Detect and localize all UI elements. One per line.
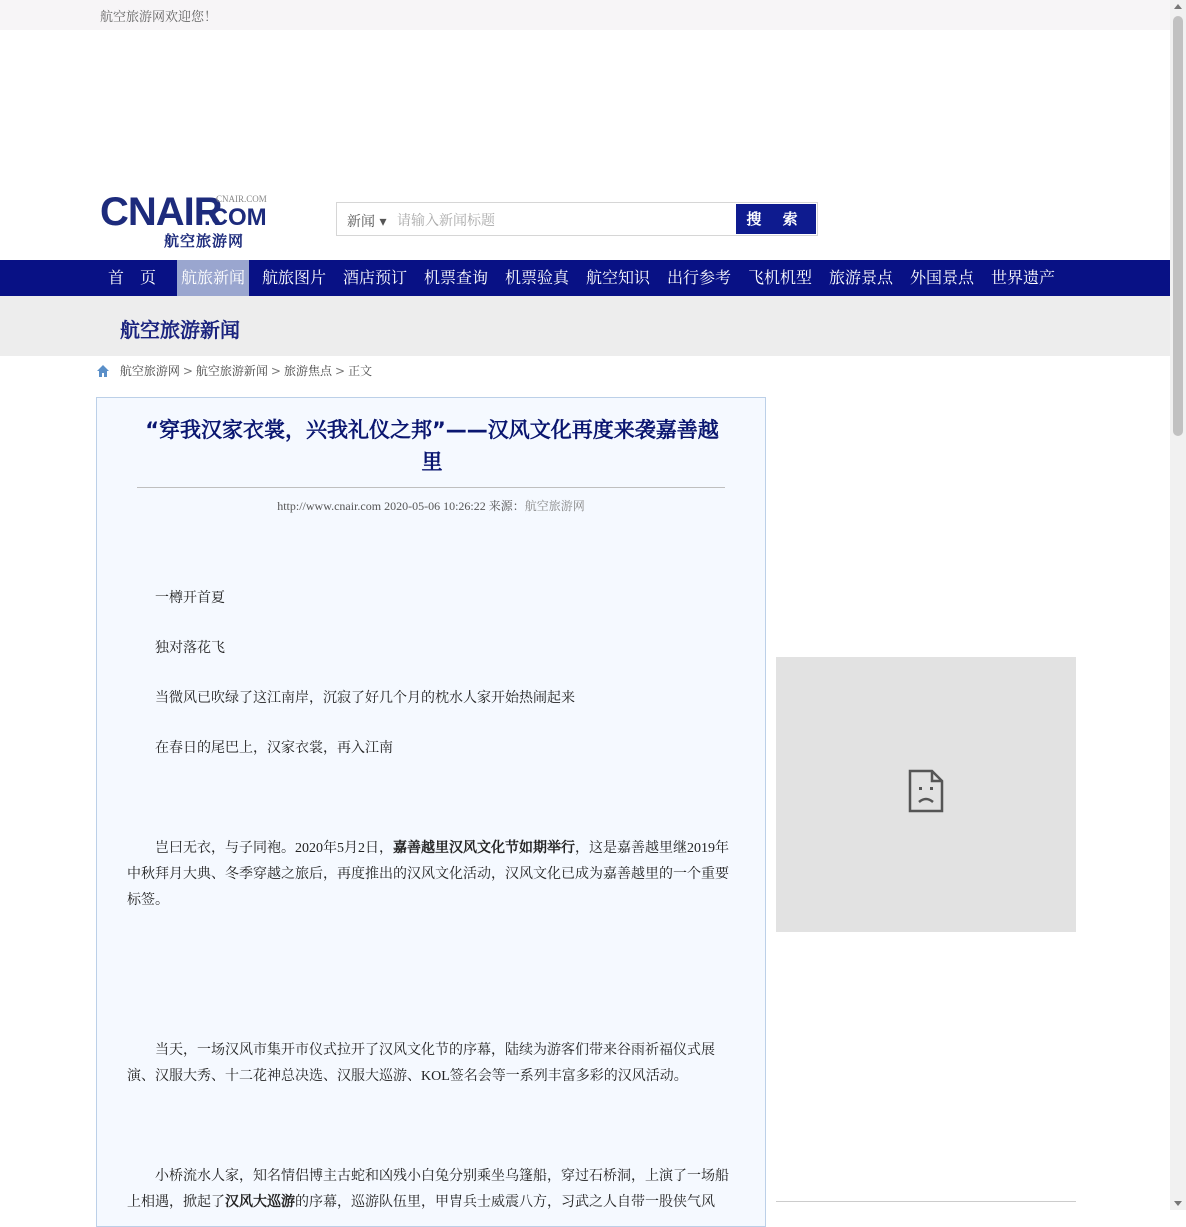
nav-item-aircraft[interactable]: 飞机机型 <box>748 268 813 287</box>
section-banner <box>0 296 1170 356</box>
logo-com: .COM <box>204 204 267 231</box>
breadcrumb-separator: > <box>270 364 281 378</box>
paragraph-7-bold: 汉风大巡游 <box>225 1195 295 1210</box>
sidebar-image-placeholder <box>776 657 1076 932</box>
nav-item-world-heritage[interactable]: 世界遗产 <box>991 268 1056 287</box>
meta-url: http://www.cnair.com <box>277 499 382 513</box>
paragraph-7 <box>127 1164 733 1216</box>
main-nav <box>0 260 1170 296</box>
paragraph-5-text: ，这是嘉善越里继2019年中秋拜月大典、冬季穿越之旅后，再度推出的汉风文化活动，汉风文化已成为嘉善越里的一个重要标签。 <box>127 841 729 908</box>
breadcrumb-separator: > <box>335 364 346 378</box>
article-meta <box>97 497 765 514</box>
breadcrumb-home[interactable]: 航空旅游网 <box>119 364 180 378</box>
meta-source[interactable]: 航空旅游网 <box>524 499 585 513</box>
search-input[interactable] <box>395 209 729 233</box>
scroll-down-icon[interactable] <box>1174 1201 1182 1206</box>
breadcrumb-separator: > <box>182 364 193 378</box>
article-panel <box>96 397 766 1227</box>
section-title: 航空旅游新闻 <box>120 318 240 342</box>
logo-main: CNAIR <box>100 190 222 234</box>
breadcrumb-news[interactable]: 航空旅游新闻 <box>195 364 268 378</box>
nav-item-attractions[interactable]: 旅游景点 <box>829 268 894 287</box>
nav-item-home[interactable]: 首 页 <box>108 268 157 287</box>
search-category-select[interactable]: 新闻 ▾ <box>347 214 387 230</box>
top-bar <box>0 0 1170 30</box>
scroll-up-icon[interactable] <box>1174 4 1182 9</box>
article-title: “穿我汉家衣裳，兴我礼仪之邦”——汉风文化再度来袭嘉善越里 <box>145 418 719 474</box>
nav-item-photos[interactable]: 航旅图片 <box>262 268 327 287</box>
breadcrumb-focus[interactable]: 旅游焦点 <box>283 364 332 378</box>
scrollbar-thumb[interactable] <box>1173 16 1183 436</box>
logo-small: CNAIR.COM <box>216 194 267 204</box>
broken-image-icon <box>908 769 944 813</box>
search-box <box>336 202 818 236</box>
nav-item-aviation-knowledge[interactable]: 航空知识 <box>586 268 651 287</box>
title-divider <box>137 487 725 488</box>
paragraph-4: 在春日的尾巴上，汉家衣裳，再入江南 <box>127 741 393 756</box>
paragraph-2: 独对落花飞 <box>127 641 225 656</box>
paragraph-6: 当天，一场汉风市集开市仪式拉开了汉风文化节的序幕，陆续为游客们带来谷雨祈福仪式展演、汉服大秀、十二花神总决选、汉服大巡游、KOL签名会等一系列丰富多彩的汉风活动。 <box>127 1043 715 1084</box>
paragraph-5-text: 岂曰无衣，与子同袍。2020年5月2日， <box>127 841 393 856</box>
paragraph-3: 当微风已吹绿了这江南岸，沉寂了好几个月的枕水人家开始热闹起来 <box>127 691 575 706</box>
meta-source-label: 来源： <box>488 499 525 513</box>
search-button[interactable]: 搜 索 <box>736 204 816 234</box>
nav-item-foreign-attractions[interactable]: 外国景点 <box>910 268 975 287</box>
home-icon <box>96 364 110 378</box>
meta-date: 2020-05-06 10:26:22 <box>384 499 486 513</box>
nav-item-news[interactable]: 航旅新闻 <box>177 260 249 296</box>
paragraph-7-text: 小桥流水人家，知名情侣博主古蛇和凶残小白兔分别乘坐乌篷船，穿过石桥洞，上演了一场船上相遇，掀起了 <box>127 1169 729 1210</box>
page-scrollbar[interactable] <box>1170 0 1186 1210</box>
site-logo[interactable] <box>100 188 280 250</box>
paragraph-1: 一樽开首夏 <box>127 591 225 606</box>
paragraph-7-text: 的序幕，巡游队伍里，甲胄兵士威震八方，习武之人自带一股侠气风 <box>295 1195 715 1210</box>
welcome-text: 航空旅游网欢迎您！ <box>100 10 218 25</box>
nav-item-travel-tips[interactable]: 出行参考 <box>667 268 732 287</box>
breadcrumb <box>96 362 372 379</box>
paragraph-5 <box>127 836 733 914</box>
nav-item-flight-search[interactable]: 机票查询 <box>424 268 489 287</box>
breadcrumb-current: 正文 <box>348 364 373 378</box>
paragraph-5-bold: 嘉善越里汉风文化节如期举行 <box>393 841 575 856</box>
sidebar-divider <box>776 1201 1076 1202</box>
nav-item-hotels[interactable]: 酒店预订 <box>343 268 408 287</box>
nav-item-ticket-verify[interactable]: 机票验真 <box>505 268 570 287</box>
logo-cn: 航空旅游网 <box>164 234 245 250</box>
